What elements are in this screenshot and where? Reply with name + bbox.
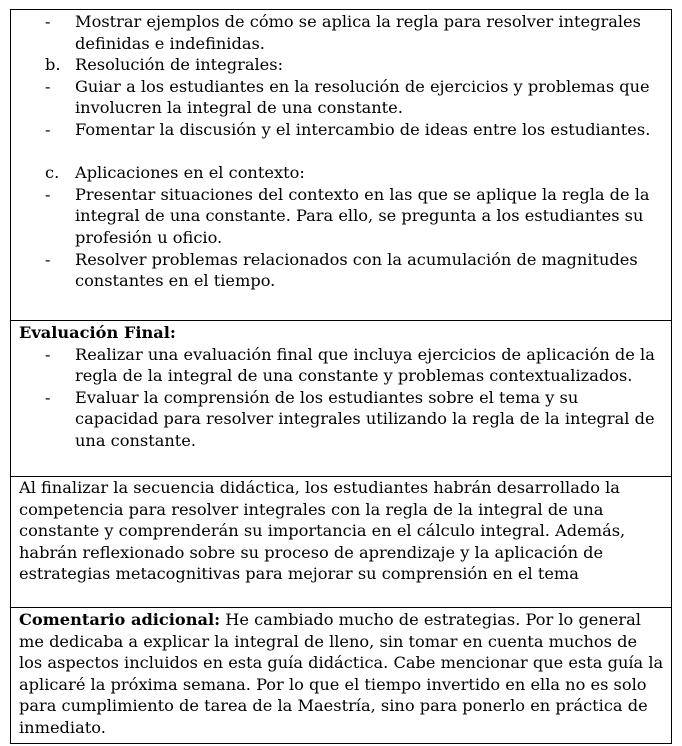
list-item <box>19 11 665 54</box>
dash-bullet: - <box>45 344 51 364</box>
list-item-text: Realizar una evaluación final que incluya ejercicios de aplicación de la regla de la integral de una constante y problemas contextualizados. <box>75 344 655 386</box>
list-item <box>19 184 665 249</box>
activities-cell <box>11 10 671 320</box>
comment-text: He cambiado mucho de estrategias. Por lo general me dedicaba a explicar la integral de lleno, sin tomar en cuenta muchos de los aspectos incluidos en esta guía didáctica. Cabe mencionar que esta guía la aplicaré la próxima semana. Por lo que el tiempo invertido en ella no es solo para cumplimiento de tarea de la Maestría, sino para ponerlo en práctica de inmediato. <box>19 610 664 737</box>
letter-marker: c. <box>45 163 60 183</box>
list-item <box>19 119 665 141</box>
dash-bullet: - <box>45 249 51 269</box>
comment-label: Comentario adicional: <box>19 610 221 629</box>
comment-cell <box>11 607 671 743</box>
dash-bullet: - <box>45 76 51 96</box>
list-item-text: Evaluar la comprensión de los estudiantes sobre el tema y su capacidad para resolver integrales utilizando la regla de la integral de una constante. <box>75 387 655 450</box>
list-item <box>19 76 665 119</box>
subsection-title: Resolución de integrales: <box>75 55 284 75</box>
list-item <box>19 387 665 452</box>
list-item <box>19 344 665 387</box>
blank-line <box>19 141 665 163</box>
lesson-plan-table <box>10 9 672 744</box>
list-item-text: Mostrar ejemplos de cómo se aplica la regla para resolver integrales definidas e indefinidas. <box>75 12 641 53</box>
list-item <box>19 162 665 184</box>
letter-marker: b. <box>45 55 61 75</box>
conclusion-cell <box>11 476 671 607</box>
list-item <box>19 249 665 292</box>
list-item-text: Guiar a los estudiantes en la resolución de ejercicios y problemas que involucren la integral de una constante. <box>75 76 650 118</box>
dash-bullet: - <box>45 184 51 204</box>
comment-paragraph <box>19 609 665 739</box>
section-heading: Evaluación Final: <box>19 323 176 342</box>
dash-bullet: - <box>45 387 51 407</box>
subsection-title: Aplicaciones en el contexto: <box>75 163 305 183</box>
list-item-text: Resolver problemas relacionados con la acumulación de magnitudes constantes en el tiempo. <box>75 249 638 291</box>
final-evaluation-cell <box>11 320 671 476</box>
dash-bullet: - <box>45 119 51 139</box>
list-item-text: Fomentar la discusión y el intercambio de ideas entre los estudiantes. <box>75 119 651 139</box>
list-item-text: Presentar situaciones del contexto en las que se aplique la regla de la integral de una constante. Para ello, se pregunta a los estudiantes su profesión u oficio. <box>75 184 650 247</box>
conclusion-paragraph: Al finalizar la secuencia didáctica, los estudiantes habrán desarrollado la competencia para resolver integrales con la regla de la integral de una constante y comprenderán su importancia en el cálculo integral. Además, habrán reflexionado sobre su proceso de aprendizaje y la aplicación de estrategias metacognitivas para mejorar su comprensión en el tema <box>19 478 626 584</box>
dash-bullet: - <box>45 12 51 31</box>
list-item <box>19 54 665 76</box>
